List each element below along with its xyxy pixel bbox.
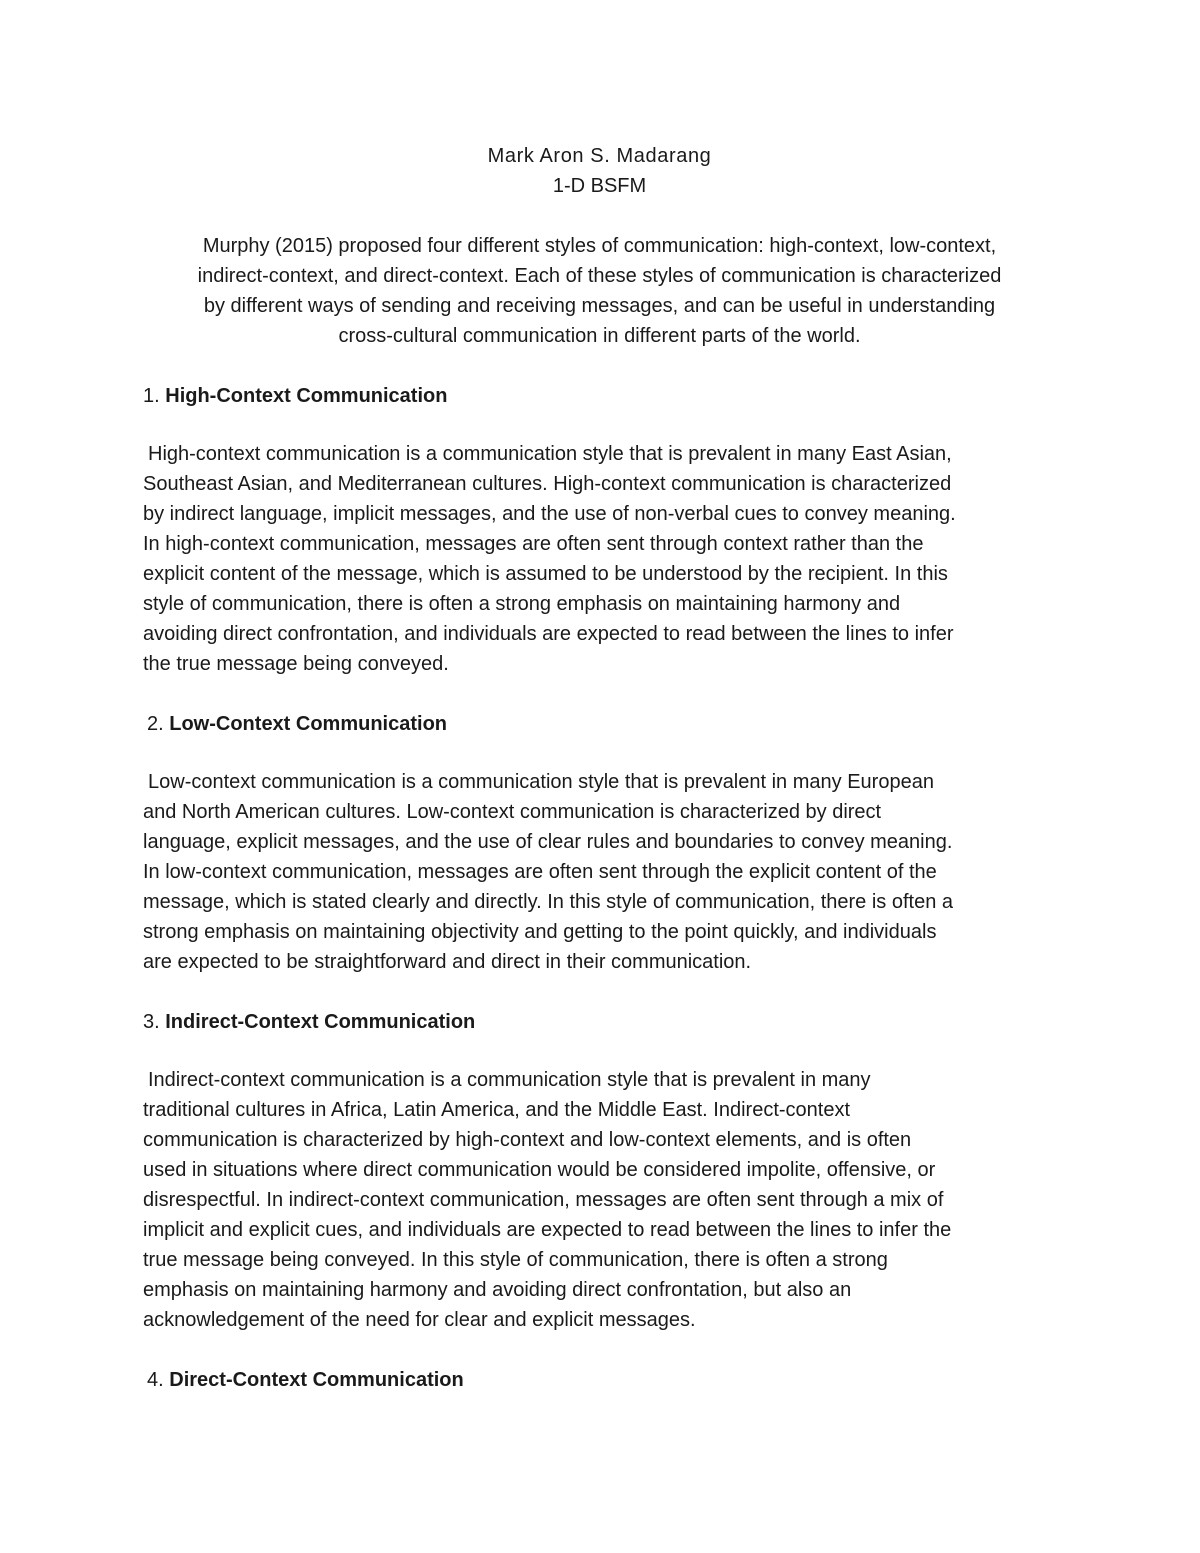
- body-line: used in situations where direct communication would be considered impolite, offensive, or: [143, 1159, 936, 1181]
- section-body-high-context: [143, 439, 1056, 679]
- section-body-indirect-context: [143, 1065, 1056, 1335]
- section-title: Low-Context Communication: [169, 713, 448, 735]
- body-line: disrespectful. In indirect-context communication, messages are often sent through a mix of: [143, 1189, 944, 1211]
- intro-line: Murphy (2015) proposed four different styles of communication: high-context, low-context,: [202, 235, 997, 257]
- body-line: the true message being conveyed.: [143, 653, 449, 675]
- section-heading-direct-context: [143, 1365, 1056, 1395]
- body-line: are expected to be straightforward and direct in their communication.: [143, 951, 752, 973]
- section-number: 1.: [143, 385, 160, 407]
- body-line: acknowledgement of the need for clear and explicit messages.: [143, 1309, 696, 1331]
- section-title: High-Context Communication: [165, 385, 448, 407]
- body-line: style of communication, there is often a strong emphasis on maintaining harmony and: [143, 593, 901, 615]
- body-line: true message being conveyed. In this style of communication, there is often a strong: [143, 1249, 888, 1271]
- section-heading-high-context: [143, 381, 1056, 411]
- body-line: Indirect-context communication is a communication style that is prevalent in many: [148, 1069, 871, 1091]
- body-line: implicit and explicit cues, and individuals are expected to read between the lines to infer the: [143, 1219, 952, 1241]
- section-title: Indirect-Context Communication: [165, 1011, 476, 1033]
- section-heading-indirect-context: [143, 1007, 1056, 1037]
- section-number: 3.: [143, 1011, 160, 1033]
- body-line: Low-context communication is a communication style that is prevalent in many European: [148, 771, 934, 793]
- body-line: communication is characterized by high-context and low-context elements, and is often: [143, 1129, 912, 1151]
- body-line: In high-context communication, messages are often sent through context rather than the: [143, 533, 924, 555]
- document-header: [143, 141, 1056, 201]
- body-line: explicit content of the message, which is assumed to be understood by the recipient. In this: [143, 563, 948, 585]
- body-line: In low-context communication, messages are often sent through the explicit content of the: [143, 861, 937, 883]
- body-line: message, which is stated clearly and directly. In this style of communication, there is often a: [143, 891, 953, 913]
- section-title: Direct-Context Communication: [169, 1369, 464, 1391]
- intro-line: cross-cultural communication in different parts of the world.: [338, 325, 861, 347]
- body-line: emphasis on maintaining harmony and avoiding direct confrontation, but also an: [143, 1279, 852, 1301]
- section-number: 4.: [147, 1369, 164, 1391]
- section-body-low-context: [143, 767, 1056, 977]
- class-section: 1-D BSFM: [552, 175, 647, 197]
- body-line: traditional cultures in Africa, Latin America, and the Middle East. Indirect-context: [143, 1099, 851, 1121]
- author-name: Mark Aron S. Madarang: [487, 145, 712, 167]
- intro-line: by different ways of sending and receiving messages, and can be useful in understanding: [203, 295, 996, 317]
- body-line: strong emphasis on maintaining objectivity and getting to the point quickly, and individuals: [143, 921, 937, 943]
- body-line: and North American cultures. Low-context communication is characterized by direct: [143, 801, 882, 823]
- body-line: avoiding direct confrontation, and individuals are expected to read between the lines to infer: [143, 623, 954, 645]
- body-line: language, explicit messages, and the use of clear rules and boundaries to convey meaning.: [143, 831, 953, 853]
- section-heading-low-context: [143, 709, 1056, 739]
- section-number: 2.: [147, 713, 164, 735]
- body-line: High-context communication is a communication style that is prevalent in many East Asian,: [148, 443, 952, 465]
- body-line: Southeast Asian, and Mediterranean cultures. High-context communication is characterized: [143, 473, 952, 495]
- intro-line: indirect-context, and direct-context. Each of these styles of communication is characterized: [197, 265, 1002, 287]
- intro-paragraph: [143, 231, 1056, 351]
- body-line: by indirect language, implicit messages, and the use of non-verbal cues to convey meaning.: [143, 503, 956, 525]
